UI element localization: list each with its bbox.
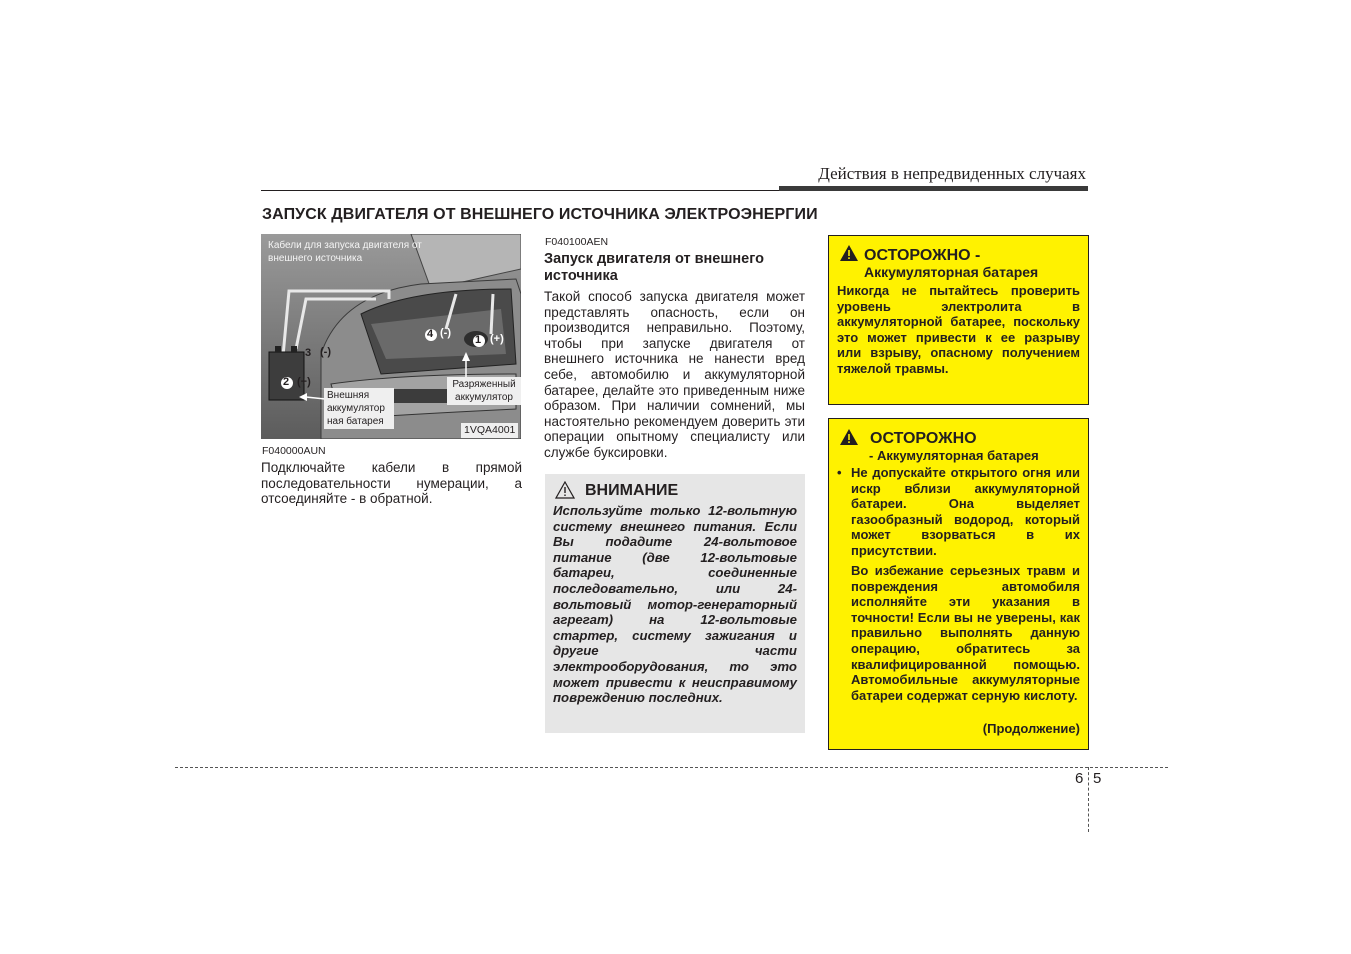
warning-box-hydrogen [828, 418, 1089, 750]
continued-note: (Продолжение) [982, 721, 1080, 736]
chapter-number: 6 [1075, 770, 1084, 787]
header-rule-accent [779, 186, 1088, 191]
discharged-battery-label: Разряженный аккумулятор [447, 377, 521, 405]
warning-2-bullet: • [837, 465, 842, 480]
middle-section-code: F040100AEN [545, 236, 609, 248]
caution-text: Используйте только 12-вольтную систему внешнего питания. Если Вы подадите 24-вольтовое питание (две 12-вольтовые батареи, соединенные последовательно, или 24-вольтовый мотор-генераторный агрегат) на 12-вольтовые стартер, систему зажигания и другие части электрооборудования, то это может привести к неисправимому повреждению последних. [553, 503, 797, 706]
warning-1-text: Никогда не пытайтесь проверить уровень электролита в аккумуляторной батарее, поскольку это может привести к ее разрыву или взрыву, опасному получением тяжелой травмы. [837, 283, 1080, 376]
header-rule [261, 190, 781, 191]
warning-2-title: ОСТОРОЖНО [870, 430, 977, 447]
cables-label: Кабели для запуска двигателя от внешнего источника [268, 240, 422, 264]
warning-box-electrolyte [828, 235, 1089, 405]
marker-1-sign: (+) [490, 333, 504, 345]
caution-title: ВНИМАНИЕ [585, 482, 679, 499]
marker-3-sign: (-) [320, 346, 331, 358]
marker-4: 4 [427, 328, 434, 340]
warning-triangle-filled-icon [839, 244, 859, 262]
warning-triangle-outline-icon [555, 481, 575, 499]
warning-triangle-filled-icon [839, 428, 859, 446]
middle-heading: Запуск двигателя от внешнего источника [544, 251, 764, 284]
marker-1: 1 [475, 334, 482, 346]
marker-2-sign: (+) [297, 376, 311, 388]
marker-2: 2 [283, 376, 290, 388]
middle-body-text: Такой способ запуска двигателя может представлять опасность, если он производится неправильно. Поэтому, чтобы при запуске двигателя от внешнего источника не нанести вред себе, автомобилю и аккумуляторной батарее, делайте это приведенным ниже образом. При наличии сомнений, мы настоятельно рекомендуем доверить эти операции опытному специалисту или службе буксировки. [544, 289, 805, 460]
external-battery-label: Внешняя аккумулятор ная батарея [324, 388, 394, 429]
left-instruction-text: Подключайте кабели в прямой последовательности нумерации, а отсоединяйте - в обратной. [261, 460, 522, 507]
warning-2-subtitle: - Аккумуляторная батарея [869, 448, 1039, 463]
footer-divider [175, 767, 1168, 768]
figure-code: 1VQA4001 [461, 423, 518, 438]
jump-start-illustration [261, 234, 521, 439]
warning-1-subtitle: Аккумуляторная батарея [864, 264, 1039, 280]
left-section-code: F040000AUN [262, 445, 326, 457]
caution-box [545, 474, 805, 733]
page-number: 5 [1093, 770, 1102, 787]
section-title: ЗАПУСК ДВИГАТЕЛЯ ОТ ВНЕШНЕГО ИСТОЧНИКА ЭЛЕКТРОЭНЕРГИИ [262, 206, 818, 223]
marker-4-sign: (-) [440, 327, 451, 339]
chapter-title: Действия в непредвиденных случаях [818, 164, 1086, 183]
marker-3: 3 [305, 347, 312, 359]
warning-1-title: ОСТОРОЖНО - [864, 247, 981, 264]
footer-page-divider [1088, 767, 1089, 832]
warning-2-text-2: Во избежание серьезных травм и повреждения автомобиля исполняйте эти указания в точности! Если вы не уверены, как правильно выполнять данную операцию, обратитесь за квалифицированной помощью. Автомобильные аккумуляторные батареи содержат серную кислоту. [851, 563, 1080, 703]
warning-2-text-1: Не допускайте открытого огня или искр вблизи аккумуляторной батареи. Она выделяет газообразный водород, который может взорваться в их присутствии. [851, 465, 1080, 558]
